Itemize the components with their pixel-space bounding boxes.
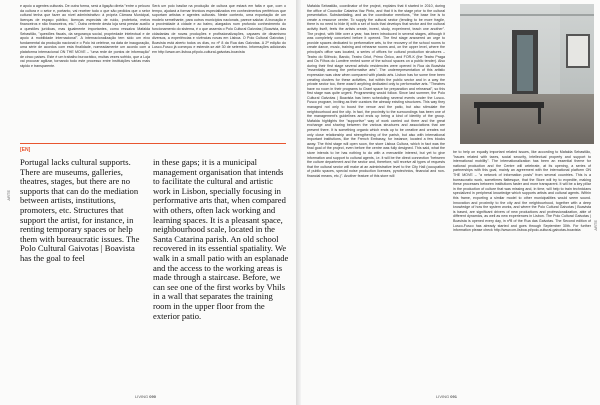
left-top-column-2	[152, 4, 286, 55]
right-text-1: Mafalda Sebastião, coordinator of the project, explains that it started in 2010, during the office of Councilor Catarina Vaz Pinto, and that it is the stage prior to the cultural presentation. Substantiating, and as the coordinator mentions, "the base line is to create a resource centre. To supply the cultural sector (tending to be more fragile, there is no need to hide it) with a set of tools that develops that sector and the cultural activity itself, feels the artists create, invest, study, experiment, teach one another". The project, with little over a year, has been introduced in several stages, although it was completely conceived before it opened. The first stage answered an urge to provide spaces dedicated to performative arts, to the recovery of the school rooms to create dance, music, training and rehearse rooms and, on the upper level, where the principal's office was located, a series of offices for cultural production structures – Teatro do Silêncio, Bando, Teatro Griot, Primo Ônico, and FOR-K (the Teatro Praga and Os Filhos do Lumière rented some of the school spaces on a public tender). Also during their first stage several artistic residencies were opened in Rua da Boavista "essentially among the performative arts". The underrepresentation of this artistic expression was clear when compared with plastic arts. Lisbon has for some time been creating clusters for these activities, but within the public sector and in a way the private sector too, there wasn't anything dedicated only to performative arts. "Theatres have no room in their programs to Grant space for preparation and rehearsal", so this first stage was quite urgent. Programming would follow. Since last summer, the Polo Cultural Gaivotas | Boavista has been scheduling several events under the Lusco-Fusco program, inviting as their curators the already existing structures. This way they managed not only to boost the venue and the patio, but also stimulate the neighbourhood and the city. In fact, the proximity to the surroundings has been one of the management's guidelines and ends up being a kind of identity of the group. Mafalda highlights the "supportive" way of work carried out there and the great exchange and sharing between the various structures and associations that are present there. It is something organic which ends up to be creative and creates not only close relationship and strengthening of the parish, but also with international important institutions, like the French Embassy, for instance, located a few blocks away. The third stage will open soon, the store Lisboa Cultura, which in fact was the final goal of the project, even before the centre was fully designed. This said, what the store intends to be has nothing to do with a mercantile interest, but yet to give information and support to cultural agents, i.e. it will be the direct connection "between the culture department and the sector and, therefore, will receive all types of requests that the cultural sector will make at an administrative level to the City Hall (occupation of public spaces, special noise production licenses, pyrotechnics, financial and non-financial means, etc.)". Another feature of this store will	[307, 4, 445, 178]
left-top-column-1	[20, 4, 150, 68]
left-top-text-2: Será um polo basilar na produção de cultura que estará em falta e que, com o tempo, ajudará a formar técnicos especializados em conhecimentos periféricos que suportam artistas e agentes culturais. Neste contexto, uma exportação de um modelo semelhante, para outros municípios nacionais, parece salutar. A inovação e a proximidade à cidade e ao bairro, alargados num profundo conhecimento do funcionamento do sistema, é o que assenta o Polo Cultural Gaivotas | Boavista, das cidadanias de novas produções e profissionalizações, capazes de dinamismo diversos, a experiências e vivências novas em Lisboa. O Polo Cultural Gaivotas | Boavista está aberto todos os dias, no nº 8 da Rua das Gaivotas. A 2ª edição do Lusco-Fusco já começou e estende-se até 30 de setembro. Informações adicionais em	[152, 4, 286, 54]
left-vertical-label: ARTE	[6, 190, 11, 201]
right-text-2: be to help on equally important related issues, like according to Mafalda Sebastião, "issues related with taxes, social security, intellectual property and support to international mobility". The internationalization has been an essential theme for national production and the Centre will celebrate, at its opening, a series of partnerships with this goal, mainly an agreement with the international platform ON THE MOVE – "a network of information posts" from several countries. This is a bureaucratic work, sometimes flattesque, that the Store will try to expedite, making these processes between institutions faster and more transparent. It will be a key pillar in the production of culture that was missing and, in time, will help to train technicians specialized in peripheral knowledge which supports artists and cultural agents. Within this frame, exporting a similar model to other municipalities would seem sound. Innovation and proximity to the city and the neighbourhood, together with a deep knowledge of how the system works, and where the Polo Cultural Gaivotas | Boavista is based, are significant drivers of new productions and professionalization, able of different dynamics, as well as new experiences in Lisbon. The Polo Cultural Gaivotas | Boavista is opened every day, in nº8 of the Rua das Gaivotas. The Second edition of Lusco-Fusco has already started and goes through September 30th. For further information please check	[453, 150, 591, 233]
right-footer-label: LIVING	[436, 394, 450, 399]
language-tag: [EN]	[20, 147, 31, 153]
left-footer	[135, 394, 156, 399]
interior-photo	[460, 4, 594, 144]
photo-pipe	[460, 14, 594, 16]
left-footer-label: LIVING	[135, 394, 149, 399]
right-column-2	[453, 150, 591, 240]
photo-bench	[474, 102, 544, 108]
big-text-column-2	[153, 158, 289, 321]
right-column-1	[307, 4, 445, 399]
right-page-number: 091	[450, 394, 457, 399]
right-footer	[436, 394, 457, 399]
big-text-2: in these gaps; it is a municipal management organisation that intends to facilitate the cultural and artistic work in Lisbon, specially focusing in performative arts that, when compared with others, often lack working and learning spaces. It is a pleasant space, neighbourhood scale, located in the Santa Catarina parish. An old school recovered in its essential spatiality. We walk in a small patio with an esplanade and the access to the working areas is made through a staircase. Before, we can see one of the first works by Vhils in a wall that separates the training room in the upper floor from the exterior patio.	[153, 157, 289, 321]
right-vertical-label: ARTE	[593, 220, 598, 231]
right-info-link[interactable]: http://www.cm-lisboa.pt/polo-cultural-gaivotas-boavista	[493, 228, 581, 233]
section-rule	[20, 143, 286, 144]
photo-bench-leg-right	[538, 108, 541, 124]
photo-frame	[566, 34, 590, 68]
left-page	[0, 0, 297, 405]
left-top-text-1: e apoio a agentes culturais. De outra forma, será a ligação direta "entre o pelouro da cultura e o setor e, portanto, vai receber tudo o que são pedidos que o setor cultural tenha que fazer ao nível administrativo: à própria Câmara Municipal, licenças de espaço público, licenças especiais de ruído, protetoria, meios financeiros e não financeiros, etc.". Outra vertente desta loja será prestar auxílio a questões jurídicas, mas igualmente importantes, como ressalva Mafalda Sebastião, "questões fiscais, da segurança social, propriedade intelectual e de apoio à mobilidade internacional". A internacionalização tem sido um eixo fundamental da produção nacional e o Polo irá celebrar, na data de inauguração, uma série de acordos com esta finalidade, nomeadamente um acordo com a plataforma internacional ON THE MOVE – "uma rede de pontos de informação" de cinco países. Este é um trabalho burocrático, muitas vezes sofrido, que a Loja vai procurar agilizar, tornando todo este processo entre instituições várias mais rápido e transparente.	[20, 4, 150, 68]
photo-bench-leg-left	[477, 108, 480, 124]
photo-door-glass	[517, 35, 533, 91]
big-text-column-1	[20, 158, 148, 264]
left-page-number: 090	[149, 394, 156, 399]
big-text-1: Portugal lacks cultural supports. There are museums, galleries, theatres, stages, but there are no supports that can do the mediation between artists, institutions, promoters, etc. Structures that support the artist, for instance, in renting temporary spaces or help them with bureaucratic issues. The Polo Cultural Gaivotas | Boavista has the goal to feel	[20, 157, 140, 263]
left-info-link[interactable]: http://www.cm-lisboa.pt/polo-cultural-gaivotas-boavista	[158, 49, 245, 54]
